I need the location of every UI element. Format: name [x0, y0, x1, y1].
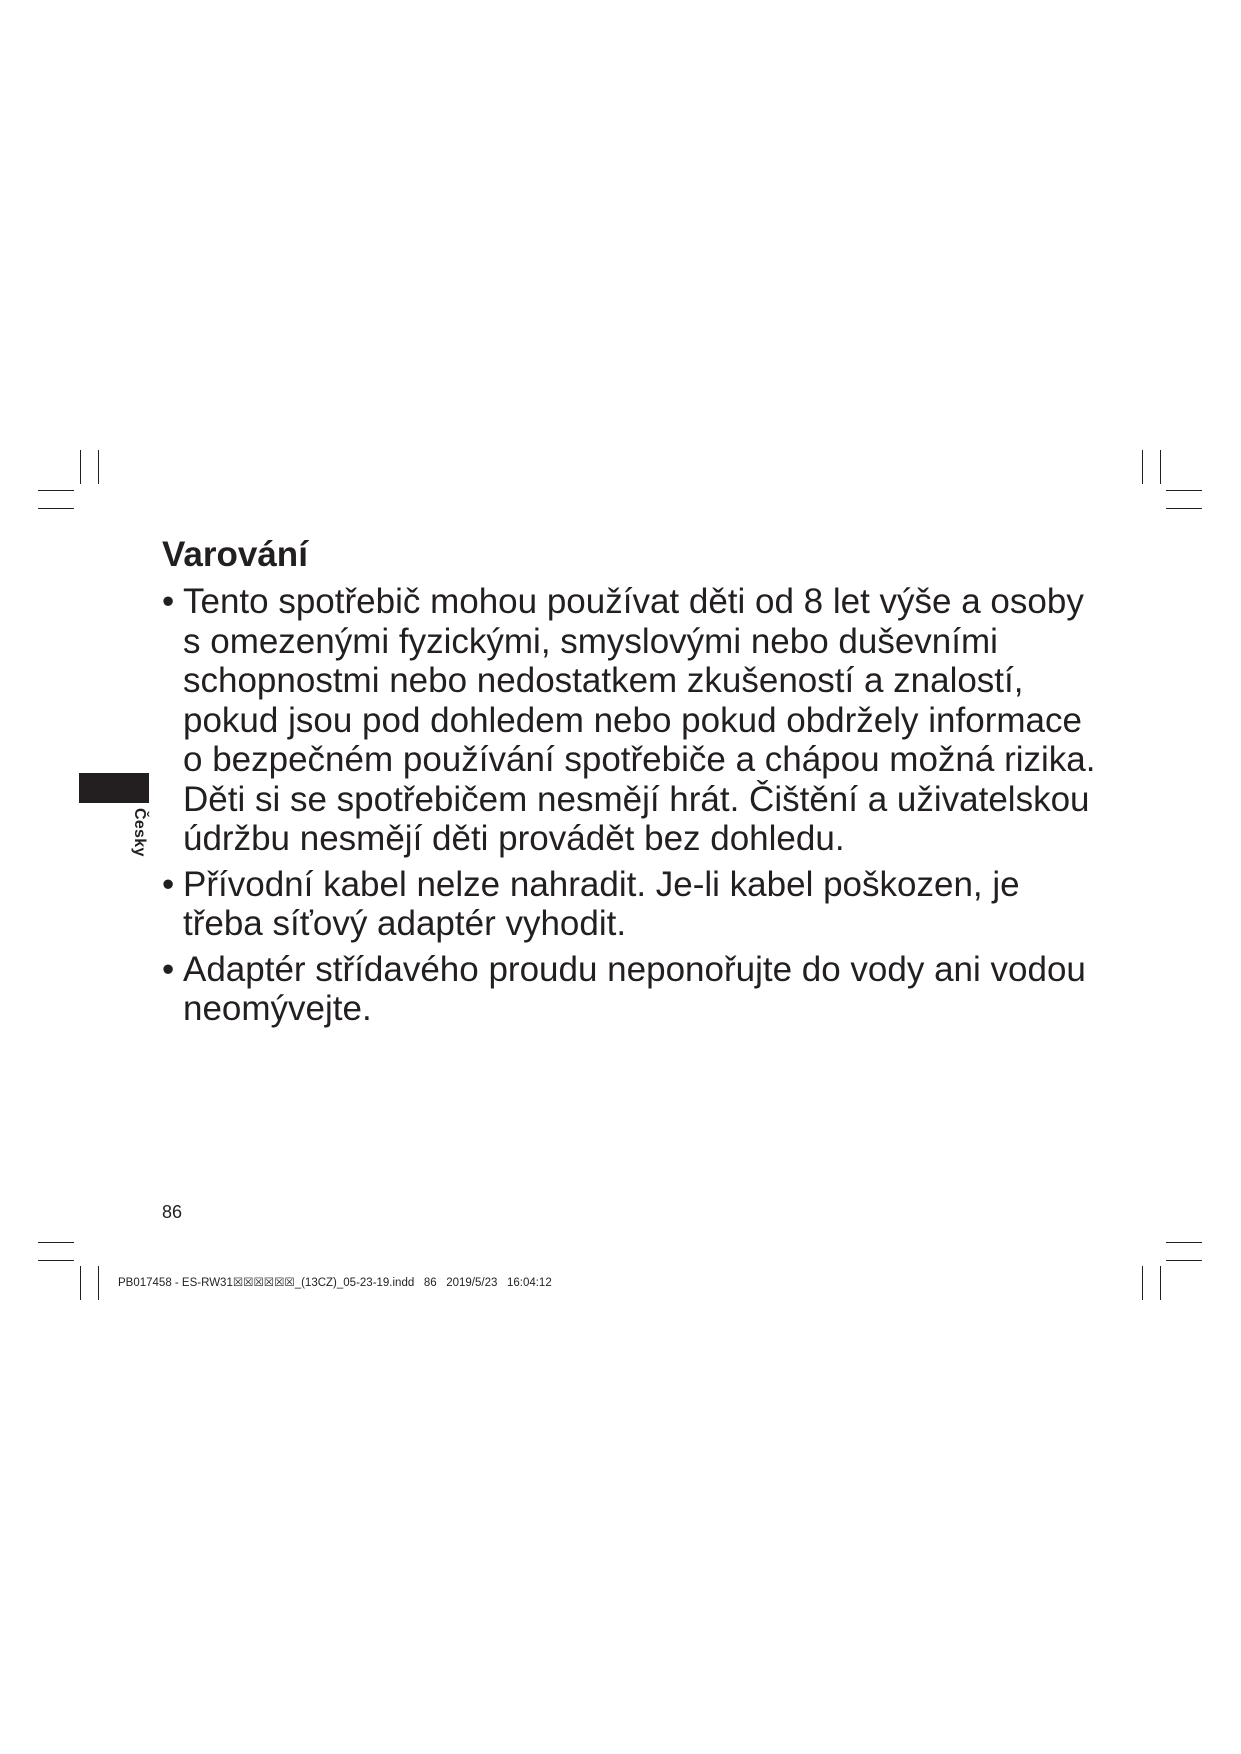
list-item-text: Přívodní kabel nelze nahradit. Je-li kabel poškozen, je třeba síťový adaptér vyhodit. — [183, 864, 1020, 943]
crop-mark — [1166, 1260, 1202, 1261]
crop-mark — [98, 1266, 99, 1300]
crop-mark — [38, 490, 74, 491]
warning-list — [162, 582, 1102, 1029]
crop-mark — [1160, 1266, 1161, 1300]
list-item-text: Adaptér střídavého proudu neponořujte do vody ani vodou neomývejte. — [183, 949, 1086, 1028]
crop-mark — [1142, 450, 1143, 484]
crop-mark — [38, 1242, 74, 1243]
crop-mark — [80, 1266, 81, 1300]
section-heading: Varování — [162, 535, 308, 574]
bullet-icon: • — [162, 949, 175, 989]
page-number: 86 — [162, 1202, 183, 1222]
crop-mark — [1166, 1242, 1202, 1243]
list-item — [162, 582, 1102, 859]
warning-section — [162, 534, 1102, 1035]
crop-mark — [38, 1260, 74, 1261]
bullet-icon: • — [162, 864, 175, 904]
list-item-text: Tento spotřebič mohou používat děti od 8 let výše a osoby s omezenými fyzickými, smyslovými nebo duševními schopnostmi nebo nedostatkem zkušeností a znalostí, pokud jsou pod dohledem nebo pokud obdržely informace o bezpečném používání spotřebiče a chápou možná rizika. Děti si se spotřebičem nesmějí hrát. Čištění a uživatelskou údržbu nesmějí děti provádět bez dohledu. — [183, 582, 1096, 858]
crop-mark — [98, 450, 99, 484]
crop-mark — [80, 450, 81, 484]
list-item — [162, 865, 1102, 944]
language-tab-label: Česky — [131, 808, 148, 857]
bullet-icon: • — [162, 582, 175, 621]
print-slug: PB017458 - ES-RW31☒☒☒☒☒☒_(13CZ)_05-23-19.indd 86 2019/5/23 16:04:12 — [118, 1277, 552, 1289]
language-tab-marker — [79, 773, 149, 803]
crop-mark — [1166, 508, 1202, 509]
crop-mark — [1142, 1266, 1143, 1300]
crop-mark — [38, 508, 74, 509]
crop-mark — [1160, 450, 1161, 484]
crop-mark — [1166, 490, 1202, 491]
list-item — [162, 950, 1102, 1029]
